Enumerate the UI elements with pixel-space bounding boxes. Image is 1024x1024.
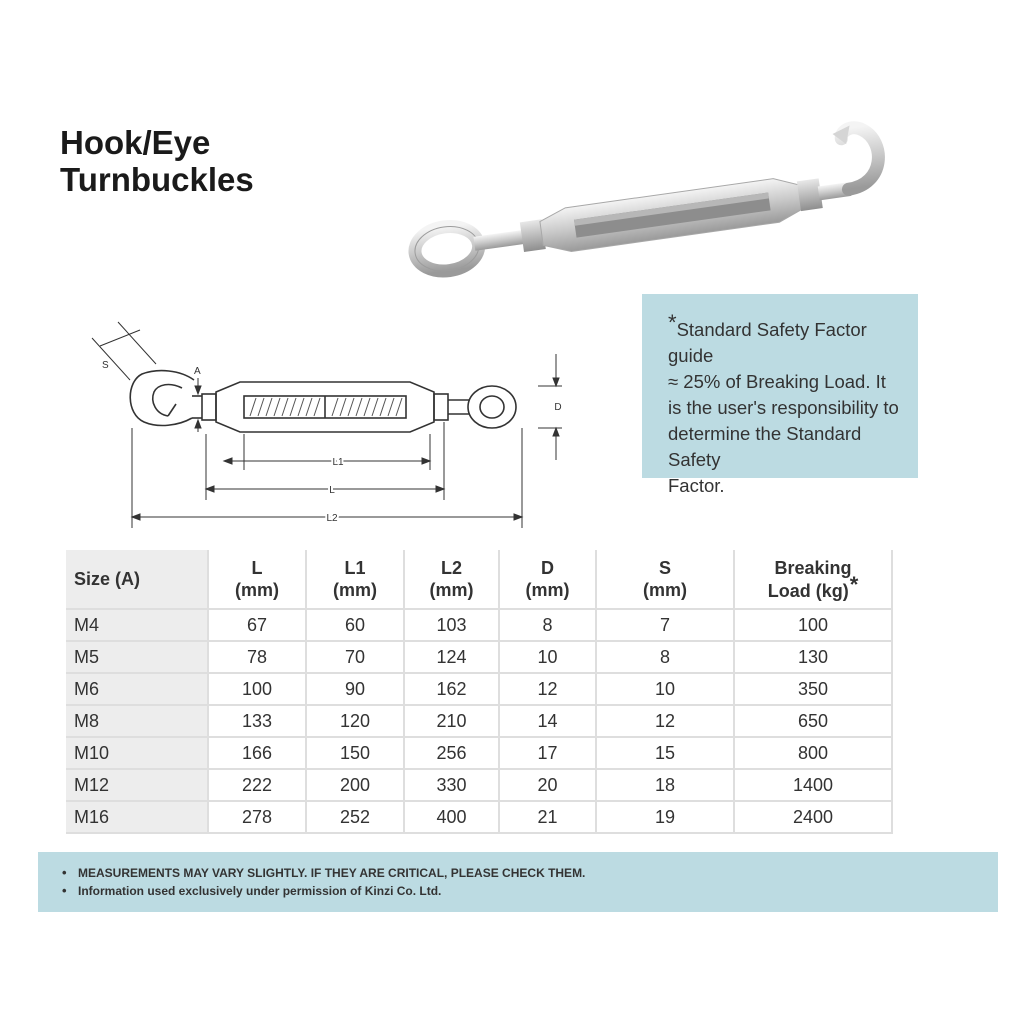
cell-breaking-load: 650 [734,705,892,737]
cell-l: 222 [208,769,306,801]
cell-l1: 150 [306,737,404,769]
cell-size: M6 [66,673,208,705]
cell-l1: 252 [306,801,404,833]
cell-l1: 120 [306,705,404,737]
cell-l2: 124 [404,641,499,673]
safety-note-line-1: *Standard Safety Factor guide [668,310,867,366]
cell-d: 14 [499,705,596,737]
header-l: L (mm) [208,550,306,609]
cell-s: 19 [596,801,734,833]
cell-l: 166 [208,737,306,769]
diagram-label-a: A [194,366,201,377]
cell-breaking-load: 350 [734,673,892,705]
cell-size: M8 [66,705,208,737]
cell-l: 133 [208,705,306,737]
cell-d: 17 [499,737,596,769]
cell-breaking-load: 800 [734,737,892,769]
cell-d: 10 [499,641,596,673]
cell-breaking-load: 2400 [734,801,892,833]
table-row [66,769,892,801]
cell-l2: 210 [404,705,499,737]
footer-notes-list [78,864,998,900]
cell-size: M16 [66,801,208,833]
cell-d: 12 [499,673,596,705]
header-breaking-load: Breaking Load (kg)* [734,550,892,609]
cell-l2: 103 [404,609,499,641]
table-header-row [66,550,892,609]
cell-l2: 400 [404,801,499,833]
table-row [66,673,892,705]
table-row [66,641,892,673]
page-title [60,124,254,198]
cell-size: M4 [66,609,208,641]
cell-l2: 330 [404,769,499,801]
cell-s: 10 [596,673,734,705]
diagram-label-s: S [102,360,109,371]
header-d: D (mm) [499,550,596,609]
cell-d: 8 [499,609,596,641]
footer-note-permission: • Information used exclusively under permission of Kinzi Co. Ltd. [78,882,998,900]
footer-notes [38,852,998,912]
cell-s: 7 [596,609,734,641]
cell-s: 18 [596,769,734,801]
cell-l: 78 [208,641,306,673]
diagram-label-l: L [329,485,335,496]
cell-breaking-load: 1400 [734,769,892,801]
cell-d: 20 [499,769,596,801]
footer-note-measurements: • MEASUREMENTS MAY VARY SLIGHTLY. IF THEY ARE CRITICAL, PLEASE CHECK THEM. [78,864,998,882]
safety-note-line-3: is the user's responsibility to [668,397,899,418]
header-l1: L1 (mm) [306,550,404,609]
turnbuckle-dimension-diagram [70,310,562,530]
diagram-label-l1: L1 [332,457,344,468]
cell-size: M5 [66,641,208,673]
cell-s: 8 [596,641,734,673]
cell-s: 12 [596,705,734,737]
table-row [66,737,892,769]
cell-breaking-load: 130 [734,641,892,673]
table-row [66,609,892,641]
diagram-label-d: D [554,402,562,413]
cell-l1: 60 [306,609,404,641]
turnbuckle-product-photo [400,120,900,270]
cell-breaking-load: 100 [734,609,892,641]
safety-note-line-4: determine the Standard Safety [668,423,862,470]
cell-l2: 256 [404,737,499,769]
cell-l1: 70 [306,641,404,673]
safety-note-line-5: Factor. [668,475,725,496]
safety-note-line-2: ≈ 25% of Breaking Load. It [668,371,886,392]
safety-note-asterisk: * [668,310,677,335]
header-size: Size (A) [66,550,208,609]
cell-l1: 200 [306,769,404,801]
cell-size: M10 [66,737,208,769]
header-s: S (mm) [596,550,734,609]
cell-d: 21 [499,801,596,833]
title-line-1: Hook/Eye [60,124,211,161]
header-l2: L2 (mm) [404,550,499,609]
table-row [66,705,892,737]
table-row [66,801,892,833]
turnbuckle-spec-table [66,550,893,834]
diagram-label-l2: L2 [326,513,338,524]
safety-factor-note [642,294,918,496]
cell-l2: 162 [404,673,499,705]
cell-l: 100 [208,673,306,705]
cell-l1: 90 [306,673,404,705]
cell-l: 278 [208,801,306,833]
cell-s: 15 [596,737,734,769]
title-line-2: Turnbuckles [60,161,254,198]
cell-l: 67 [208,609,306,641]
cell-size: M12 [66,769,208,801]
